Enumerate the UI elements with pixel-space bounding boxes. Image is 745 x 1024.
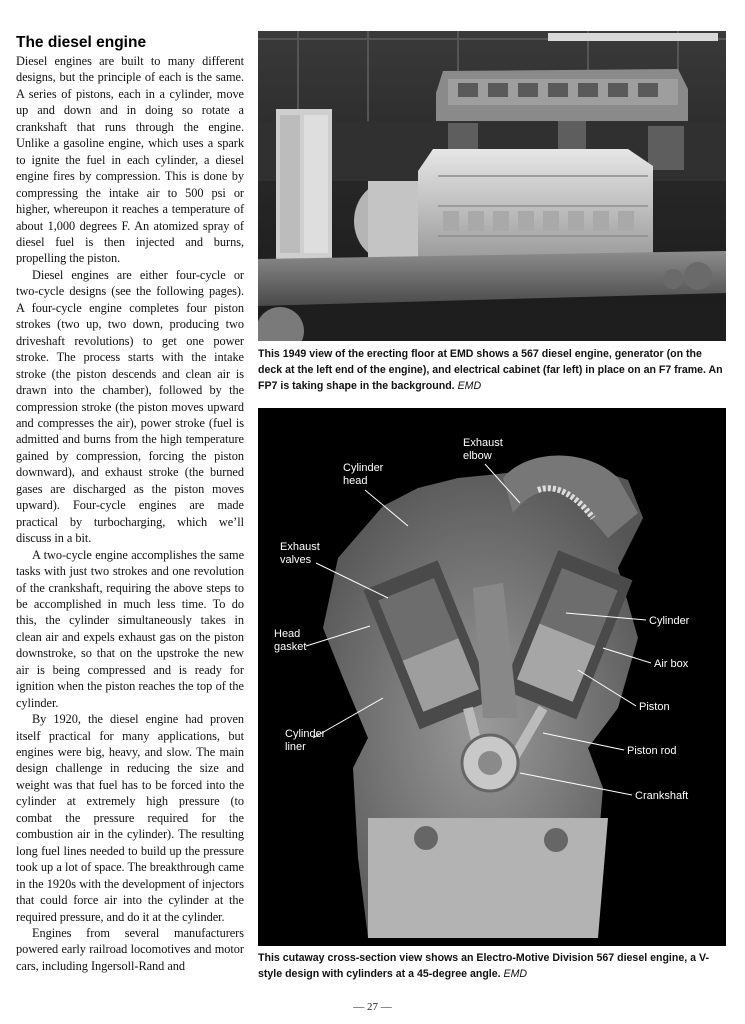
label-head-gasket-line1: Head bbox=[274, 628, 301, 640]
photo1-credit: EMD bbox=[457, 380, 482, 392]
photo2-credit: EMD bbox=[503, 968, 528, 980]
label-cylinder-head-line2: head bbox=[343, 475, 368, 487]
article-paragraph-5: Engines from several manufacturers powered early railroad locomotives and motor cars, including Ingersoll-Rand and bbox=[16, 926, 244, 973]
page-number: — 27 — bbox=[353, 1001, 392, 1013]
label-cylinder-liner-line1: Cylinder bbox=[285, 728, 326, 740]
label-cylinder: Cylinder bbox=[649, 615, 690, 627]
label-exhaust-valves-line1: Exhaust bbox=[280, 541, 320, 553]
label-exhaust-elbow-line2: elbow bbox=[463, 450, 492, 462]
label-crankshaft: Crankshaft bbox=[635, 790, 689, 802]
erecting-floor-photo bbox=[258, 31, 726, 341]
label-head-gasket-line2: gasket bbox=[274, 641, 307, 653]
photo2-caption bbox=[258, 950, 728, 982]
label-exhaust-valves-line2: valves bbox=[280, 554, 312, 566]
photo1-caption-text: This 1949 view of the erecting floor at EMD shows a 567 diesel engine, generator (on the deck at the left end of the engine), and electrical cabinet (far left) in place on an F7 frame. An FP7 is taking shape in the background. bbox=[258, 348, 723, 392]
article-heading: The diesel engine bbox=[16, 34, 147, 51]
article-column bbox=[16, 34, 244, 974]
article-paragraph-1: Diesel engines are built to many different designs, but the principle of each is the same. A series of pistons, each in a cylinder, move up and down and in doing so rotate a crankshaft that runs through the engine. Unlike a gasoline engine, which uses a spark to ignite the fuel in each cylinder, a diesel engine fires by compression. This is done by compressing the intake air to 500 psi or higher, whereupon it reaches a temperature of about 1,000 degrees F. An atomized spray of diesel fuel is then injected and burns, propelling the piston. bbox=[16, 54, 244, 266]
label-piston-rod: Piston rod bbox=[627, 745, 677, 757]
label-cylinder-head-line1: Cylinder bbox=[343, 462, 384, 474]
label-piston: Piston bbox=[639, 701, 670, 713]
erecting-floor-illustration bbox=[258, 31, 726, 341]
engine-cutaway-illustration bbox=[258, 408, 726, 946]
engine-cutaway-photo bbox=[258, 408, 726, 946]
article-paragraph-4: By 1920, the diesel engine had proven itself practical for many applications, but engines were big, heavy, and slow. The main design challenge in reducing the size and weight was that fuel has to be forced into the cylinder at extremely high pressure (to combat the pressure required for the combustion air in the cylinder). The resulting long fuel lines needed to build up the pressure took up a lot of space. The breakthrough came in the 1920s with the development of injectors that could force air into the cylinder at the required pressure, and do it at the cylinder. bbox=[16, 712, 244, 924]
article-paragraph-2: Diesel engines are either four-cycle or two-cycle designs (see the following pages). A four-cycle engine completes four piston strokes (two up, two down, producing two driveshaft revolutions) to get one power stroke. The process starts with the intake stroke (the piston descends and clean air is drawn into the chamber), followed by the compression stroke (the piston moves upward and compresses the air), power stroke (fuel is admitted and burns from the high temperature gained by compression, forcing the piston downward), and exhaust stroke (the burned gases are discharged as the piston moves upward). Four-cycle engines are made practical by turbocharging, which we’ll discuss in a bit. bbox=[16, 267, 244, 546]
label-air-box: Air box bbox=[654, 658, 689, 670]
label-cylinder-liner-line2: liner bbox=[285, 741, 306, 753]
article-paragraph-3: A two-cycle engine accomplishes the same tasks with just two strokes and one revolution of the crankshaft, requiring the above steps to be accomplished in much less time. To do this, the cylinder simultaneously takes in clean air and expels exhaust gas on the piston downstroke, so that on the upstroke the new air is being compressed and is ready for ignition when the piston reaches the top of the cylinder. bbox=[16, 547, 244, 710]
photo2-caption-text: This cutaway cross-section view shows an Electro-Motive Division 567 diesel engine, a V-style design with cylinders at a 45-degree angle. bbox=[258, 952, 709, 980]
label-exhaust-elbow-line1: Exhaust bbox=[463, 437, 503, 449]
photo1-caption bbox=[258, 346, 728, 394]
